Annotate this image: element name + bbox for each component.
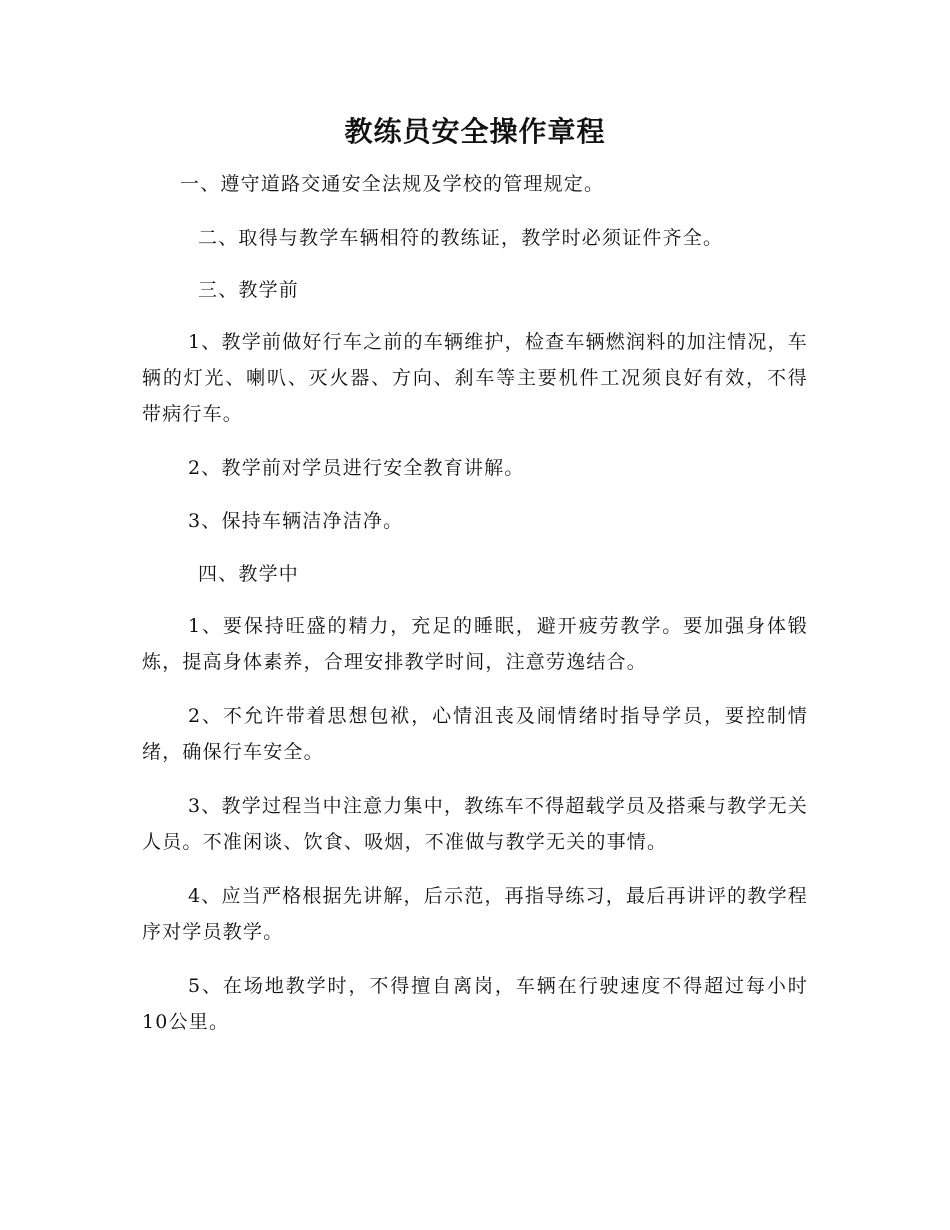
paragraph-11: 4、应当严格根据先讲解，后示范，再指导练习，最后再讲评的教学程序对学员教学。 xyxy=(142,885,808,943)
paragraph-3: 三、教学前 xyxy=(198,279,300,301)
document-title: 教练员安全操作章程 xyxy=(344,115,606,148)
paragraph-4: 1、教学前做好行车之前的车辆维护，检查车辆燃润料的加注情况，车辆的灯光、喇叭、灭火器、方向、刹车等主要机件工况须良好有效，不得带病行车。 xyxy=(142,331,808,425)
paragraph-6: 3、保持车辆洁净洁净。 xyxy=(188,510,404,532)
paragraph-9: 2、不允许带着思想包袱，心情沮丧及闹情绪时指导学员，要控制情绪，确保行车安全。 xyxy=(142,705,808,763)
paragraph-8: 1、要保持旺盛的精力，充足的睡眠，避开疲劳教学。要加强身体锻炼，提高身体素养，合理安排教学时间，注意劳逸结合。 xyxy=(142,615,808,673)
paragraph-5: 2、教学前对学员进行安全教育讲解。 xyxy=(188,457,525,479)
paragraph-2: 二、取得与教学车辆相符的教练证，教学时必须证件齐全。 xyxy=(198,227,724,249)
paragraph-7: 四、教学中 xyxy=(198,563,300,585)
paragraph-1: 一、遵守道路交通安全法规及学校的管理规定。 xyxy=(180,173,605,195)
paragraph-12: 5、在场地教学时，不得擅自离岗，车辆在行驶速度不得超过每小时10公里。 xyxy=(142,975,808,1033)
paragraph-10: 3、教学过程当中注意力集中，教练车不得超载学员及搭乘与教学无关人员。不准闲谈、饮食、吸烟，不准做与教学无关的事情。 xyxy=(142,795,808,853)
